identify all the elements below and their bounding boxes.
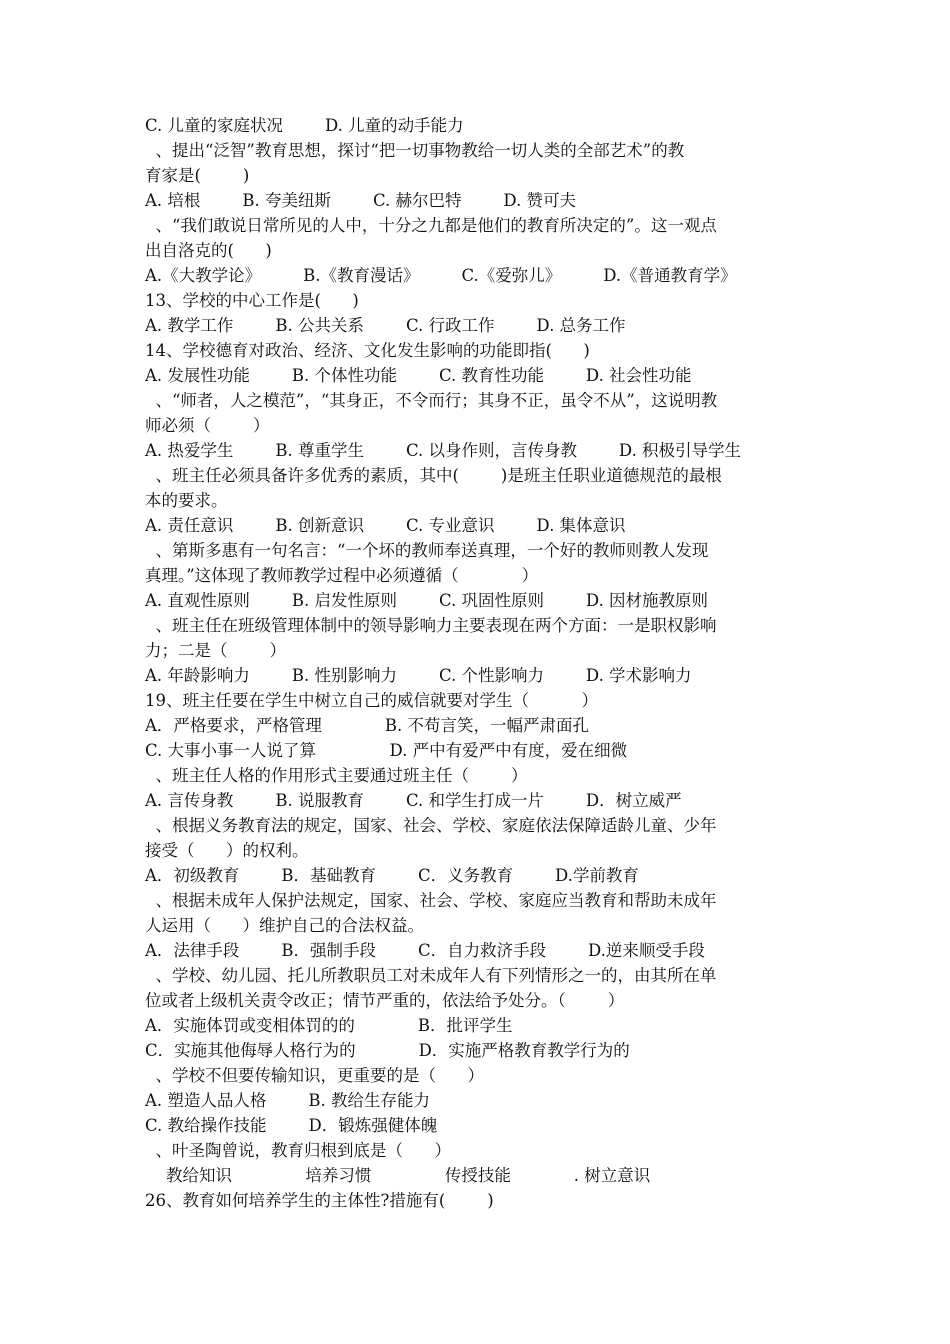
text-line: 真理。”这体现了教师教学过程中必须遵循（ ）: [145, 566, 539, 585]
text-line: A．法律手段 B．强制手段 C．自力救济手段 D.逆来顺受手段: [145, 941, 705, 960]
text-line: 13、学校的中心工作是( ): [145, 291, 359, 310]
text-line: 、“我们敢说日常所见的人中，十分之九都是他们的教育所决定的”。这一观点: [145, 216, 717, 235]
text-line: 、学校不但要传输知识，更重要的是（ ）: [145, 1066, 484, 1085]
text-line: 、班主任人格的作用形式主要通过班主任（ ）: [145, 766, 528, 785]
text-line: 接受（ ）的权利。: [145, 841, 309, 860]
text-line: 、根据义务教育法的规定，国家、社会、学校、家庭依法保障适龄儿童、少年: [145, 816, 717, 835]
text-line: A．实施体罚或变相体罚的的 B．批评学生: [145, 1016, 513, 1035]
text-line: C. 儿童的家庭状况 D. 儿童的动手能力: [145, 116, 464, 135]
text-line: 位或者上级机关责令改正；情节严重的，依法给予处分。（ ）: [145, 991, 625, 1010]
text-line: 师必须（ ）: [145, 416, 270, 435]
text-line: 、学校、幼儿园、托儿所教职员工对未成年人有下列情形之一的，由其所在单: [145, 966, 717, 985]
text-line: A. 言传身教 B. 说服教育 C. 和学生打成一片 D．树立威严: [145, 791, 682, 810]
text-line: A. 发展性功能 B. 个体性功能 C. 教育性功能 D. 社会性功能: [145, 366, 692, 385]
text-line: C. 教给操作技能 D．锻炼强健体魄: [145, 1116, 438, 1135]
text-line: A．严格要求，严格管理 B. 不苟言笑，一幅严肃面孔: [145, 716, 589, 735]
text-line: 人运用（ ）维护自己的合法权益。: [145, 916, 424, 935]
text-line: A. 责任意识 B. 创新意识 C. 专业意识 D. 集体意识: [145, 516, 626, 535]
text-line: 教给知识 培养习惯 传授技能 . 树立意识: [145, 1166, 651, 1185]
text-line: A. 热爱学生 B. 尊重学生 C. 以身作则，言传身教 D. 积极引导学生: [145, 441, 742, 460]
text-line: C. 大事小事一人说了算 D. 严中有爱严中有度，爱在细微: [145, 741, 628, 760]
text-line: 、班主任在班级管理体制中的领导影响力主要表现在两个方面：一是职权影响: [145, 616, 717, 635]
text-line: A. 年龄影响力 B. 性别影响力 C. 个性影响力 D. 学术影响力: [145, 666, 692, 685]
text-line: A. 塑造人品人格 B. 教给生存能力: [145, 1091, 430, 1110]
text-line: 14、学校德育对政治、经济、文化发生影响的功能即指( ): [145, 341, 590, 360]
text-line: A. 教学工作 B. 公共关系 C. 行政工作 D. 总务工作: [145, 316, 626, 335]
text-line: 19、班主任要在学生中树立自己的威信就要对学生（ ）: [145, 691, 598, 710]
text-line: 、第斯多惠有一句名言：“一个坏的教师奉送真理，一个好的教师则教人发现: [145, 541, 709, 560]
text-line: 、“师者，人之模范”，“其身正，不令而行；其身不正，虽令不从”，这说明教: [145, 391, 718, 410]
text-line: 力；二是（ ）: [145, 641, 286, 660]
text-line: 本的要求。: [145, 491, 228, 510]
text-line: 育家是( ): [145, 166, 250, 185]
text-line: A. 培根 B. 夸美纽斯 C. 赫尔巴特 D. 赞可夫: [145, 191, 577, 210]
text-line: 、班主任必须具备许多优秀的素质，其中( )是班主任职业道德规范的最根: [145, 466, 722, 485]
text-line: A. 直观性原则 B. 启发性原则 C. 巩固性原则 D. 因材施教原则: [145, 591, 709, 610]
text-line: 、根据未成年人保护法规定，国家、社会、学校、家庭应当教育和帮助未成年: [145, 891, 717, 910]
text-line: A.《大教学论》 B.《教育漫话》 C.《爱弥儿》 D.《普通教育学》: [145, 266, 737, 285]
text-line: A．初级教育 B．基础教育 C．义务教育 D.学前教育: [145, 866, 639, 885]
text-line: 、提出“泛智”教育思想，探讨“把一切事物教给一切人类的全部艺术”的教: [145, 141, 685, 160]
text-line: 、叶圣陶曾说，教育归根到底是（ ）: [145, 1141, 451, 1160]
text-line: C．实施其他侮辱人格行为的 D．实施严格教育教学行为的: [145, 1041, 630, 1060]
text-line: 出自洛克的( ): [145, 241, 272, 260]
text-line: 26、教育如何培养学生的主体性?措施有( ): [145, 1191, 494, 1210]
